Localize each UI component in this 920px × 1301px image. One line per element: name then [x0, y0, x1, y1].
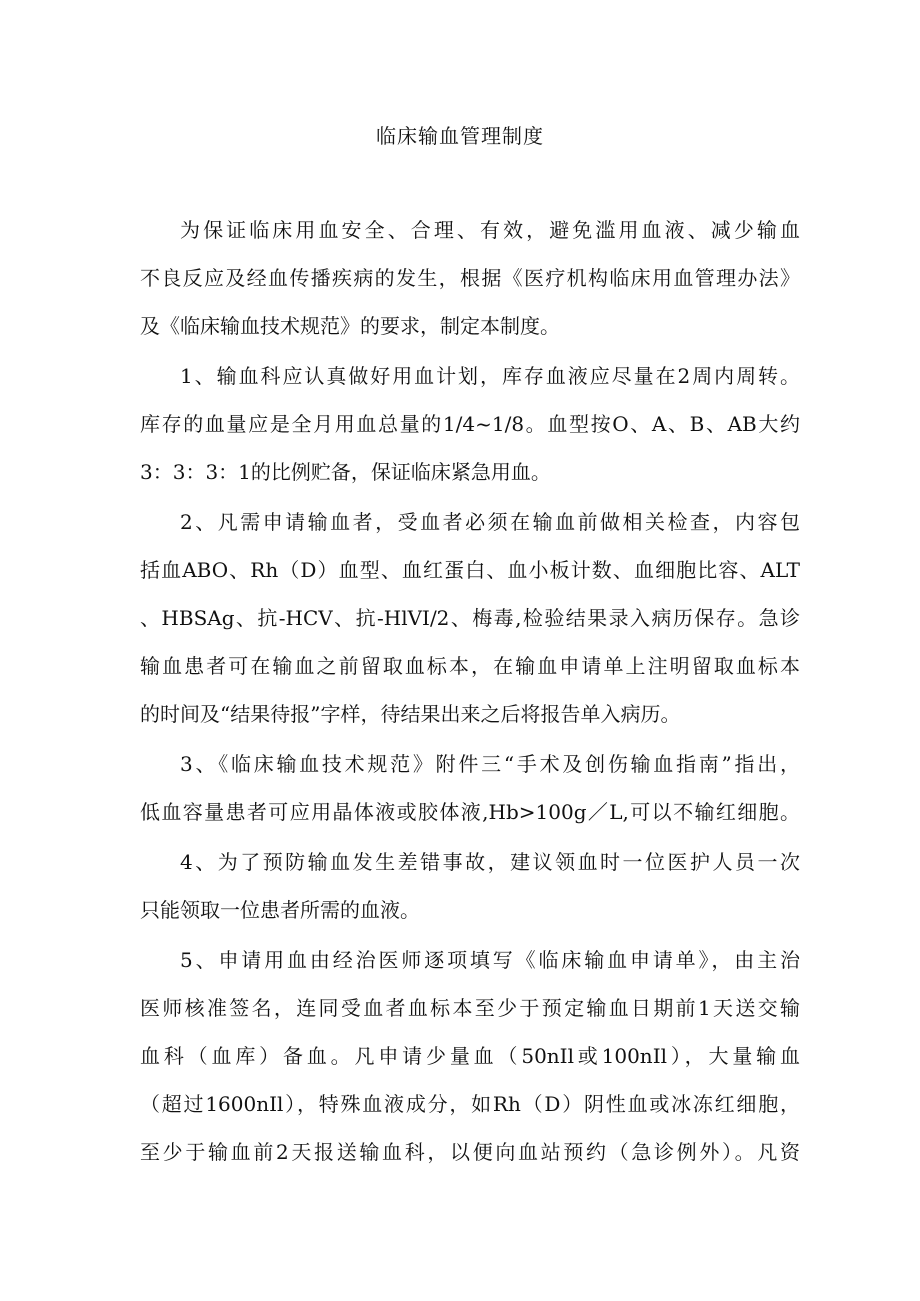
paragraph-intro-line-2: 不良反应及经血传播疾病的发生，根据《医疗机构临床用血管理办法》: [140, 266, 800, 290]
paragraph-2-line-1: 2、凡需申请输血者，受血者必须在输血前做相关检查，内容包: [180, 510, 800, 534]
paragraph-1-line-1: 1、输血科应认真做好用血计划，库存血液应尽量在2周内周转。: [180, 364, 800, 388]
paragraph-2-line-2: 括血ABO、Rh（D）血型、血红蛋白、血小板计数、血细胞比容、ALT: [140, 558, 800, 582]
paragraph-5-line-3: 血科（血库）备血。凡申请少量血（50nIl或100nIl），大量输血: [140, 1044, 800, 1068]
paragraph-5-line-5: 至少于输血前2天报送输血科，以便向血站预约（急诊例外）。凡资: [140, 1140, 800, 1164]
paragraph-5-line-4: （超过1600nIl），特殊血液成分，如Rh（D）阴性血或冰冻红细胞，: [140, 1092, 800, 1116]
paragraph-2-line-3: 、HBSAg、抗-HCV、抗-HlVI/2、梅毒,检验结果录入病历保存。急诊: [140, 606, 800, 630]
paragraph-intro-line-1: 为保证临床用血安全、合理、有效，避免滥用血液、减少输血: [180, 218, 800, 242]
document-title: 临床输血管理制度: [376, 124, 544, 148]
paragraph-4-line-1: 4、为了预防输血发生差错事故，建议领血时一位医护人员一次: [180, 850, 800, 874]
paragraph-1-line-3: 3：3：3：1的比例贮备，保证临床紧急用血。: [140, 460, 551, 484]
paragraph-2-line-4: 输血患者可在输血之前留取血标本，在输血申请单上注明留取血标本: [140, 654, 800, 678]
paragraph-intro-line-3: 及《临床输血技术规范》的要求，制定本制度。: [140, 314, 560, 338]
paragraph-1-line-2: 库存的血量应是全月用血总量的1/4~1/8。血型按O、A、B、AB大约: [140, 412, 800, 436]
paragraph-4-line-2: 只能领取一位患者所需的血液。: [140, 898, 420, 922]
paragraph-3-line-2: 低血容量患者可应用晶体液或胶体液,Hb>100g／L,可以不输红细胞。: [140, 800, 800, 824]
paragraph-3-line-1: 3、《临床输血技术规范》附件三“手术及创伤输血指南”指出，: [180, 752, 800, 776]
paragraph-5-line-1: 5、申请用血由经治医师逐项填写《临床输血申请单》，由主治: [180, 948, 800, 972]
paragraph-2-line-5: 的时间及“结果待报”字样，待结果出来之后将报告单入病历。: [140, 702, 681, 726]
paragraph-5-line-2: 医师核准签名，连同受血者血标本至少于预定输血日期前1天送交输: [140, 996, 800, 1020]
